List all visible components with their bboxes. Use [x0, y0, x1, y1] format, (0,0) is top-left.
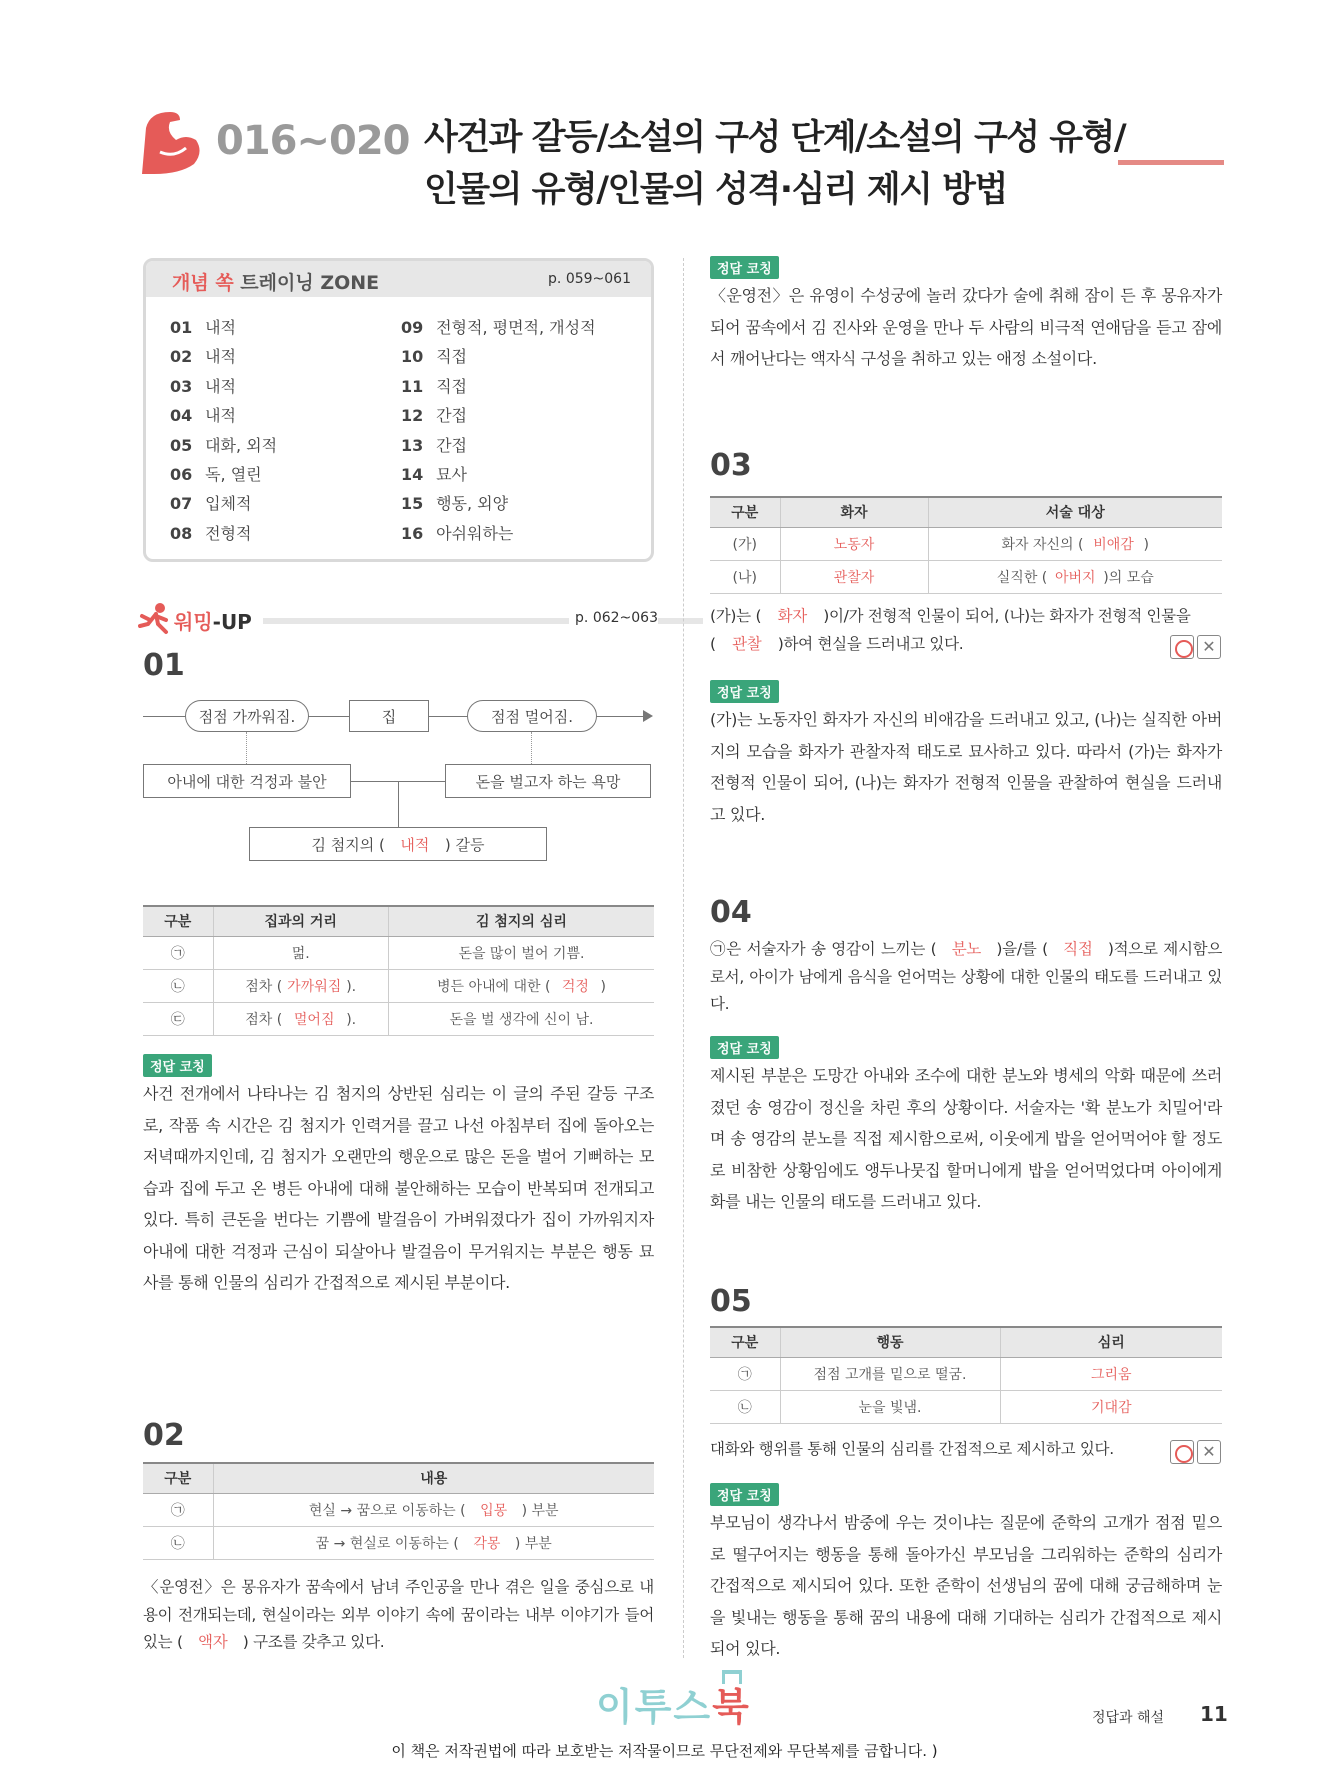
list-item: 07 입체적	[170, 494, 252, 514]
list-item: 08 전형적	[170, 523, 252, 543]
table-header: 화자	[780, 497, 928, 527]
zone-right-list	[401, 315, 596, 550]
unit-range: 016~020	[216, 118, 410, 164]
circle-mark-icon[interactable]	[1170, 1440, 1194, 1464]
list-item: 11 직접	[401, 376, 468, 396]
list-item: 03 내적	[170, 376, 237, 396]
list-item: 10 직접	[401, 347, 468, 367]
runner-icon	[136, 602, 172, 636]
list-item: 01 내적	[170, 318, 237, 337]
table-header: 구분	[710, 1327, 780, 1357]
coaching-badge: 정답 코칭	[710, 1483, 779, 1506]
zone-title: 개념 쏙 트레이닝 ZONE	[172, 272, 380, 294]
list-item: 02 내적	[170, 347, 237, 367]
table-header: 구분	[143, 906, 213, 936]
list-item: 12 간접	[401, 406, 468, 426]
table-header: 집과의 거리	[213, 906, 388, 936]
table-row: (가) 노동자 화자 자신의 ( 비애감 )	[710, 527, 1222, 560]
coaching-badge: 정답 코칭	[710, 256, 779, 279]
diagram-node-home: 집	[349, 700, 429, 732]
circle-mark-icon[interactable]	[1170, 635, 1194, 659]
table-row: ㉡ 눈을 빛냄. 기대감	[710, 1390, 1222, 1423]
table-row: (나) 관찰자 실직한 ( 아버지 )의 모습	[710, 560, 1222, 593]
list-item: 06 독, 열린	[170, 464, 262, 484]
question-number: 03	[710, 448, 752, 483]
diagram-node-worry: 아내에 대한 걱정과 불안	[143, 764, 351, 798]
list-item: 16 아쉬워하는	[401, 523, 514, 543]
diagram-node-near: 점점 가까워짐.	[185, 700, 309, 732]
list-item: 05 대화, 외적	[170, 435, 278, 455]
list-item: 09 전형적, 평면적, 개성적	[401, 318, 596, 337]
title-rule	[1118, 160, 1224, 165]
q04-answer: ㉠은 서술자가 송 영감이 느끼는 ( 분노 )을/를 ( 직접 )적으로 제시함으로서, 아이가 남에게 음식을 얻어먹는 상황에 대한 인물의 태도를 드러내고 있다.	[710, 940, 1222, 1013]
question-number: 01	[143, 648, 185, 683]
page-number: 11	[1200, 1702, 1228, 1726]
warmup-page-ref: p. 062~063	[569, 610, 658, 626]
coaching-badge: 정답 코칭	[710, 680, 779, 703]
question-number: 04	[710, 895, 752, 930]
q04-explanation: 제시된 부분은 도망간 아내와 조수에 대한 분노와 병세의 악화 때문에 쓰러졌던 송 영감이 정신을 차린 후의 상황이다. 서술자는 '확 분노가 치밀어'라며 송 영감의 분노를 직접 제시함으로써, 이웃에게 밥을 얻어먹어야 할 정도로 비참한 상황임에도 앵두나뭇집 할머니에게 밥을 얻어먹었다며 아이에게 화를 내는 인물의 태도를 드러내고 있다.	[710, 1066, 1222, 1211]
x-mark-icon[interactable]: ✕	[1197, 635, 1221, 659]
copyright-notice: 이 책은 저작권법에 따라 보호받는 저작물이므로 무단전제와 무단복제를 금합니다. )	[391, 1742, 938, 1760]
diagram-node-conflict: 김 첨지의 ( 내적 ) 갈등	[249, 827, 547, 861]
table-header: 김 첨지의 심리	[388, 906, 654, 936]
publisher-logo: 이투스북	[596, 1685, 751, 1729]
q01-explanation: 사건 전개에서 나타나는 김 첨지의 상반된 심리는 이 글의 주된 갈등 구조로, 작품 속 시간은 김 첨지가 인력거를 끌고 나선 아침부터 집에 돌아오는 저녁때까지인데, 김 첨지가 오랜만의 행운으로 많은 돈을 벌어 기뻐하는 모습과 집에 두고 온 병든 아내에 대해 불안해하는 모습이 반복되며 전개되고 있다. 특히 큰돈을 번다는 기쁨에 발걸음이 가벼워졌다가 집이 가까워지자 아내에 대한 걱정과 근심이 되살아나 발걸음이 무거워지는 부분은 행동 묘사를 통해 인물의 심리가 간접적으로 제시된 부분이다.	[143, 1084, 654, 1292]
q02-coaching-text: 〈운영전〉은 유영이 수성궁에 놀러 갔다가 술에 취해 잠이 든 후 몽유자가 되어 꿈속에서 김 진사와 운영을 만나 두 사람의 비극적 연애담을 듣고 잠에서 깨어난다는 액자식 구성을 취하고 있는 애정 소설이다.	[710, 286, 1222, 368]
list-item: 13 간접	[401, 435, 468, 455]
zone-header	[146, 261, 651, 297]
table-row: ㉠ 멂. 돈을 많이 벌어 기쁨.	[143, 936, 654, 969]
q02-table	[143, 1462, 654, 1560]
zone-left-list	[170, 315, 277, 550]
ox-check[interactable]	[1170, 1440, 1222, 1464]
q05-answer: 대화와 행위를 통해 인물의 심리를 간접적으로 제시하고 있다.	[710, 1440, 1114, 1458]
q05-explanation: 부모님이 생각나서 밤중에 우는 것이냐는 질문에 준학의 고개가 점점 밑으로 떨구어지는 행동을 통해 돌아가신 부모님을 그리워하는 준학의 심리가 간접적으로 제시되어 있다. 또한 준학이 선생님의 꿈에 대해 궁금해하며 눈을 빛내는 행동을 통해 꿈의 내용에 대해 기대하는 심리가 간접적으로 제시되어 있다.	[710, 1513, 1222, 1658]
list-item: 04 내적	[170, 406, 237, 426]
q03-table	[710, 496, 1222, 594]
zone-page-ref: p. 059~061	[548, 271, 631, 287]
table-header: 심리	[1000, 1327, 1222, 1357]
x-mark-icon[interactable]: ✕	[1197, 1440, 1221, 1464]
question-number: 02	[143, 1418, 185, 1453]
q01-diagram	[143, 696, 655, 866]
list-item: 14 묘사	[401, 464, 468, 484]
ox-check[interactable]	[1170, 635, 1222, 659]
table-row: ㉠ 현실 → 꿈으로 이동하는 ( 입몽 ) 부분	[143, 1493, 654, 1526]
q03-explanation: (가)는 노동자인 화자가 자신의 비애감을 드러내고 있고, (나)는 실직한 아버지의 모습을 화자가 관찰자적 태도로 묘사하고 있다. 따라서 (가)는 화자가 전형적 인물이 되어, (나)는 화자가 전형적 인물을 관찰하여 현실을 드러내고 있다.	[710, 710, 1222, 824]
column-divider	[683, 258, 684, 1658]
warmup-header	[136, 602, 656, 636]
diagram-node-desire: 돈을 벌고자 하는 욕망	[445, 764, 651, 798]
coaching-badge: 정답 코칭	[710, 1036, 779, 1059]
question-number: 05	[710, 1284, 752, 1319]
table-header: 행동	[780, 1327, 1000, 1357]
warmup-label: 워밍-UP	[174, 610, 252, 634]
table-row: ㉡ 점차 ( 가까워짐 ). 병든 아내에 대한 ( 걱정 )	[143, 969, 654, 1002]
q05-table	[710, 1326, 1222, 1424]
table-header: 구분	[143, 1463, 213, 1493]
footer-section-label: 정답과 해설	[1092, 1710, 1165, 1726]
table-row: ㉡ 꿈 → 현실로 이동하는 ( 각몽 ) 부분	[143, 1526, 654, 1559]
training-zone	[143, 258, 654, 562]
table-header: 구분	[710, 497, 780, 527]
list-item: 15 행동, 외양	[401, 494, 509, 514]
table-row: ㉠ 점점 고개를 밑으로 떨굼. 그리움	[710, 1357, 1222, 1390]
arrow-icon	[643, 710, 653, 722]
q02-explanation: 〈운영전〉은 몽유자가 꿈속에서 남녀 주인공을 만나 겪은 일을 중심으로 내용이 전개되는데, 현실이라는 외부 이야기 속에 꿈이라는 내부 이야기가 들어 있는 ( 액자 ) 구조를 갖추고 있다.	[143, 1578, 654, 1651]
coaching-badge: 정답 코칭	[143, 1054, 212, 1077]
table-header: 서술 대상	[928, 497, 1222, 527]
book-icon	[722, 1670, 742, 1684]
table-header: 내용	[213, 1463, 654, 1493]
diagram-node-far: 점점 멀어짐.	[467, 700, 597, 732]
muscle-icon	[140, 108, 204, 178]
q03-answer: (가)는 ( 화자 )이/가 전형적 인물이 되어, (나)는 화자가 전형적 인물을 ( 관찰 )하여 현실을 드러내고 있다.	[710, 607, 1191, 653]
table-row: ㉢ 점차 ( 멀어짐 ). 돈을 벌 생각에 신이 남.	[143, 1002, 654, 1035]
page-title: 사건과 갈등/소설의 구성 단계/소설의 구성 유형/ 인물의 유형/인물의 성격·심리 제시 방법	[424, 118, 1126, 210]
q01-table	[143, 905, 654, 1036]
